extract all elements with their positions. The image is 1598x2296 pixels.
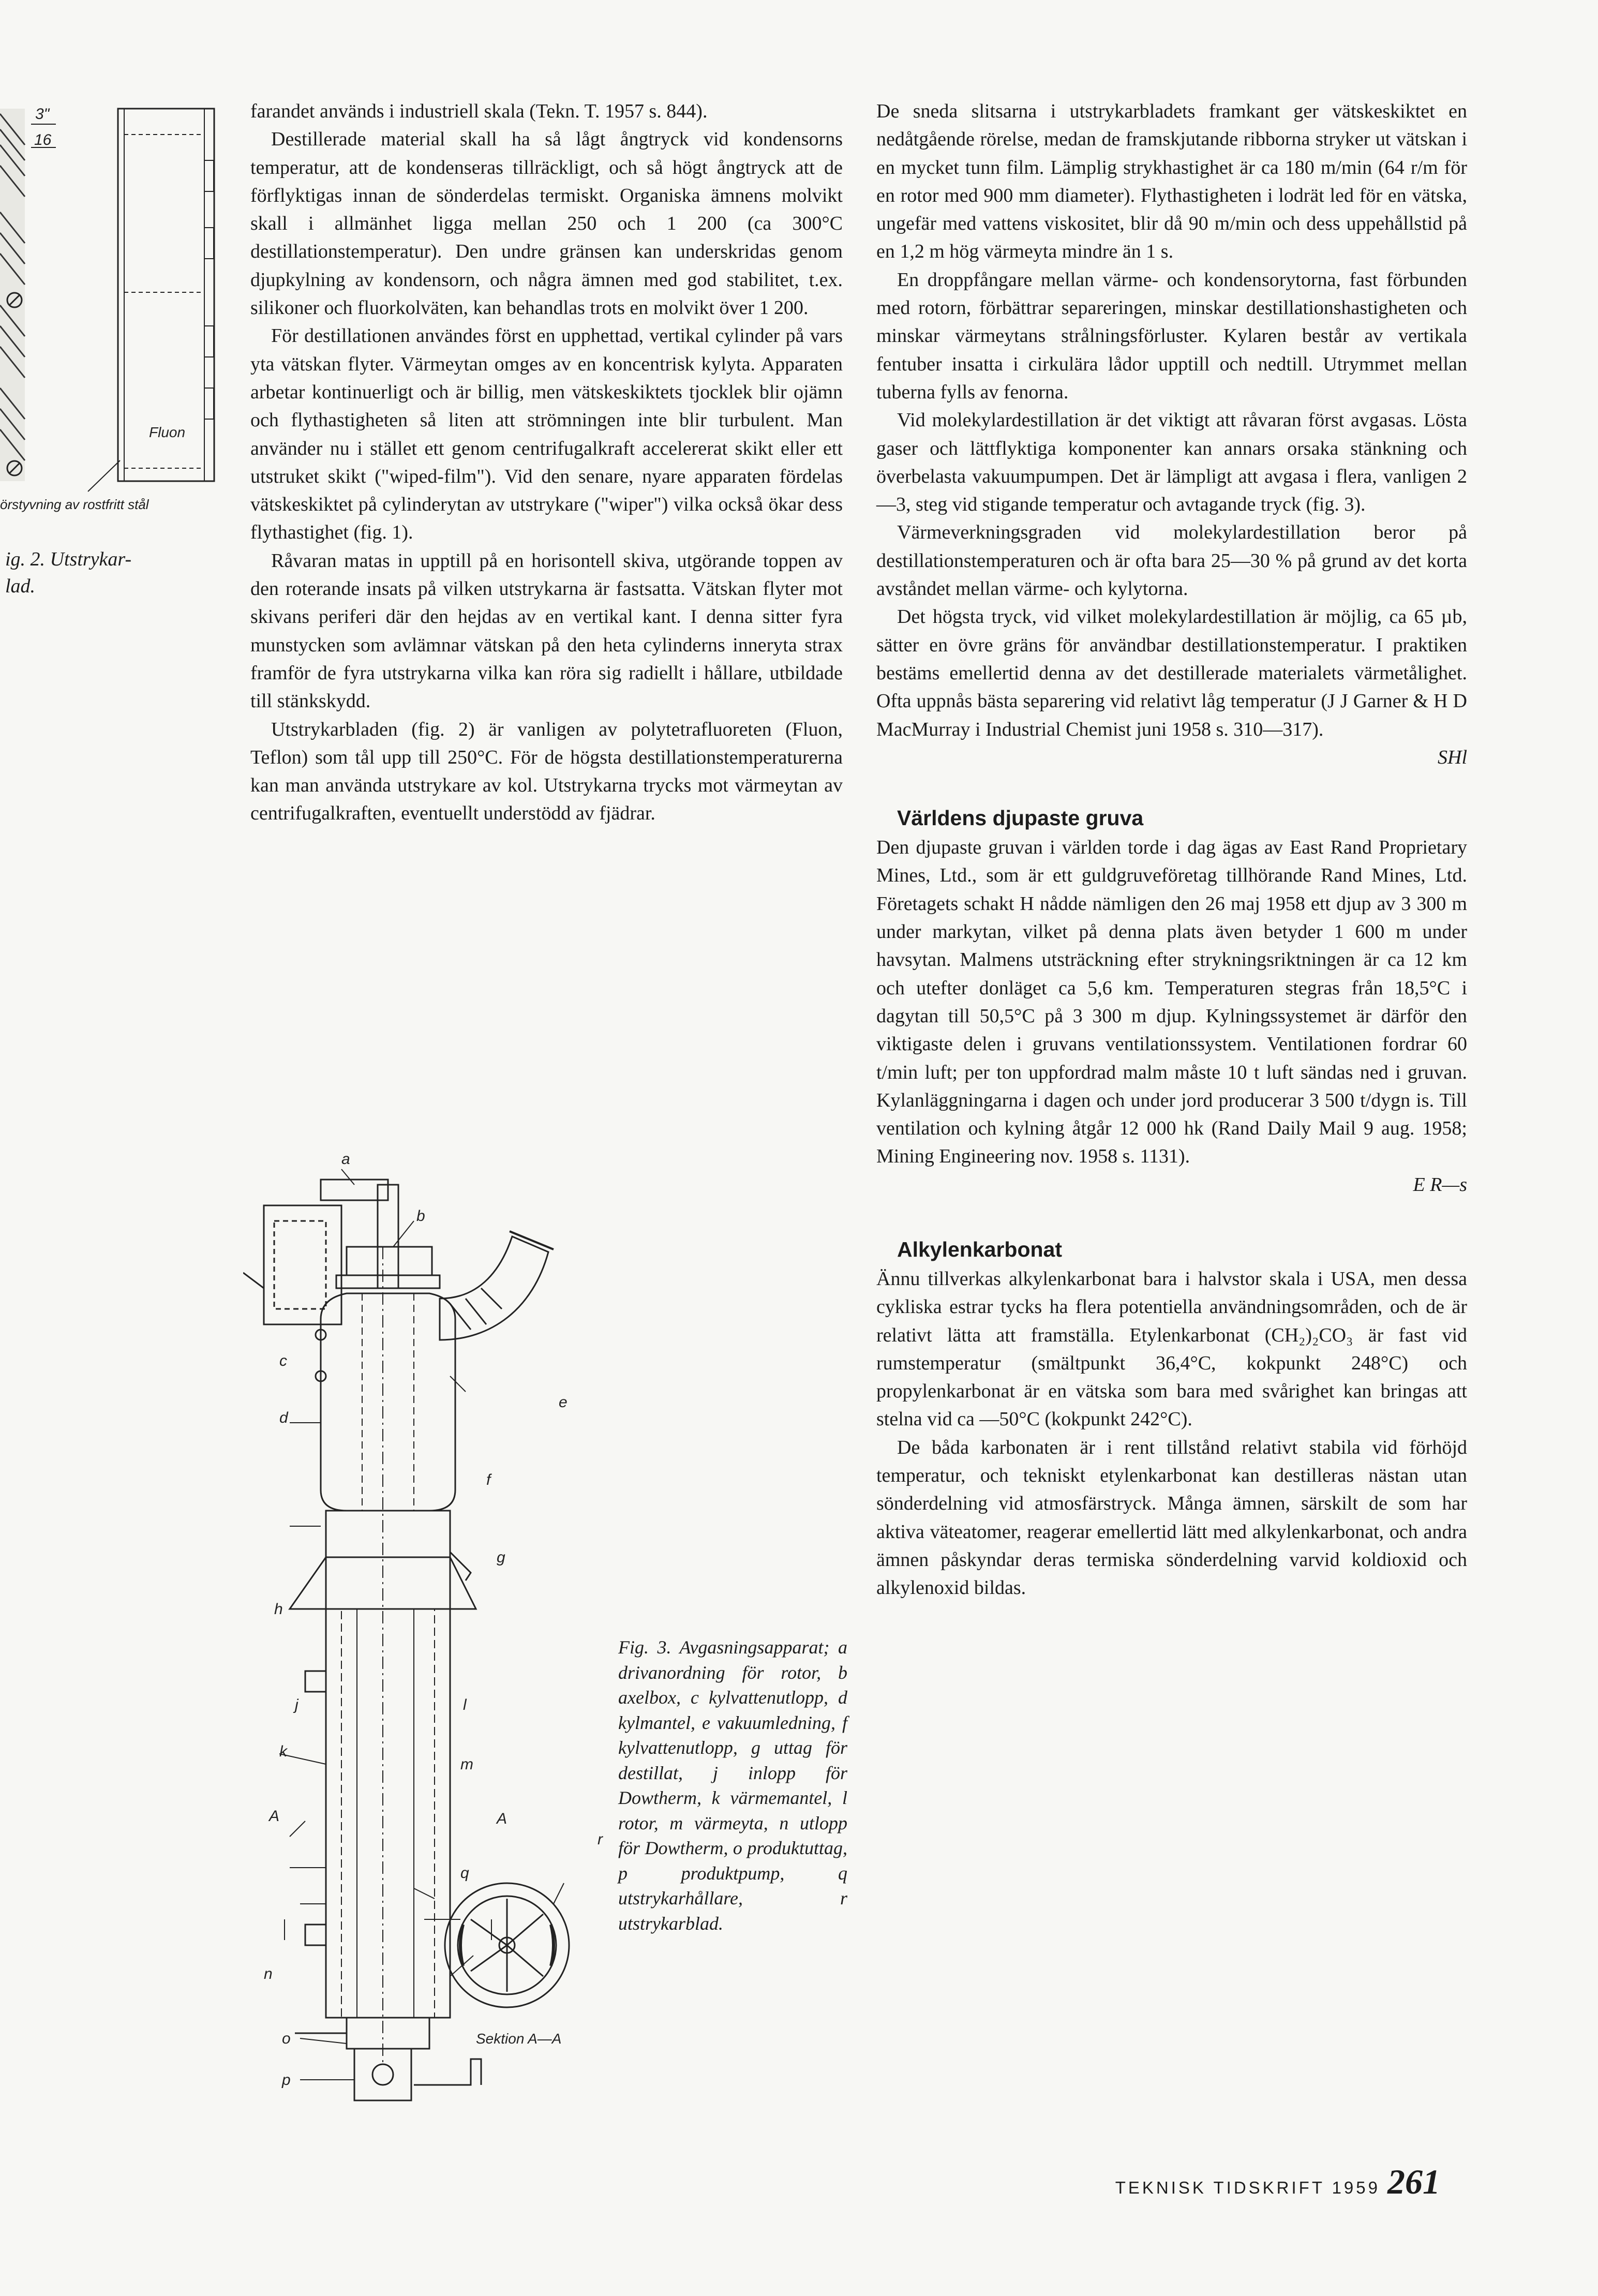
label-c: c (279, 1352, 287, 1369)
paragraph: Den djupaste gruvan i världen torde i dag ägas av East Rand Proprietary Mines, Ltd., som är ett guldgruveföretag tillhörande Rand Mines, Ltd. Företagets schakt H nådde nämligen den 26 maj 1958 ett djup av 3 300 m under markytan, vilket på denna plats även betyder 1 600 m under havsytan. Malmens utsträckning efter strykningsriktningen är ca 12 km och utefter donläget ca 5,6 km. Temperaturen stegras från 18,5°C i dagytan till 50,5°C på 3 300 m djup. Kylningssystemet är därför den viktigaste delen i gruvans ventilationssystem. Ventilationen fordrar 60 t/min luft; per ton uppfordrad malm måste 10 t luft sändas ned i gruvan. Kylanläggningarna i dagen och under jord producerar 3 500 t/dygn is. Till ventilation och kylning åtgår 12 000 hk (Rand Daily Mail 9 aug. 1958; Mining Engineering nov. 1958 s. 1131). (876, 837, 1467, 1168)
fig2-caption-line2: lad. (5, 575, 36, 597)
paragraph: Utstrykarbladen (fig. 2) är vanligen av polytetrafluoreten (Fluon, Teflon) som tål upp till 250°C. För de högsta destillationstemperaturerna kan man använda utstrykare av kol. Utstrykarna trycks mot värmeytan av centrifugalkraften, eventuellt understödd av fjädrar. (250, 718, 843, 825)
paragraph: För destillationen användes först en upphettad, vertikal cylinder på vars yta vätskan flyter. Värmeytan omges av en koncentrisk kylyta. Apparaten arbetar kontinuerligt och är billig, men vätskeskiktets tjocklek blir ojämn och flythastigheten så liten att strömningen inte blir turbulent. Man använder nu i stället ett genom centrifugalkraft accelererat skikt eller ett utstruket skikt ("wiped-film"). Vid den senare, nyare apparaten fördelas vätskeskiktet på cylinderytan av utstrykare ("wiper") vilka också ökar dess flythastighet (fig. 1). (250, 325, 843, 544)
paragraph: Råvaran matas in upptill på en horisontell skiva, utgörande toppen av den roterande insats på vilken utstrykarna är fastsatta. Vätskan flyter mot skivans periferi där den hejdas av en vertikal kant. I denna sitter fyra munstycken som avlämnar vätskan på den heta cylinderns inneryta strax framför de fyra utstrykarna vilka kan röra sig radiellt i hållare, utbildade till stänkskydd. (250, 549, 843, 712)
column-middle (250, 97, 843, 828)
label-f: f (486, 1471, 491, 1488)
label-l: l (463, 1696, 467, 1713)
fig2-drawing (0, 98, 228, 497)
article-heading-alkylene-carbonate: Alkylenkarbonat (897, 1237, 1062, 1261)
fig2-reinforcement-label: örstyvning av rostfritt stål (0, 497, 149, 512)
paragraph: farandet används i industriell skala (Tekn. T. 1957 s. 844). (250, 100, 708, 122)
label-h: h (274, 1601, 283, 1618)
label-d: d (279, 1409, 288, 1426)
fig2-dimension-numerator: 3" (35, 106, 50, 123)
label-section-a-left: A (269, 1808, 280, 1825)
fig2-caption (5, 546, 222, 600)
label-e: e (559, 1394, 567, 1411)
section-label: Sektion A—A (476, 2031, 562, 2047)
signature: E R—s (1413, 1173, 1467, 1196)
label-o: o (282, 2030, 291, 2047)
journal-name: TEKNISK TIDSKRIFT 1959 (1115, 2178, 1380, 2197)
fig2-fluon-label: Fluon (149, 424, 186, 440)
fig3-caption: Fig. 3. Avgasningsapparat; a drivanordning för rotor, b axelbox, c kylvattenutlopp, d kylmantel, e vakuumledning, f kylvattenutlopp, g uttag för destillat, j inlopp för Dowtherm, k värmemantel, l rotor, m värmeyta, n utlopp för Dowtherm, o produktuttag, p produktpump, q utstrykarhållare, r utstrykarblad. (618, 1637, 847, 1934)
paragraph: Värmeverkningsgraden vid molekylardestillation beror på destillationstemperaturen och är ofta bara 25—30 % på grund av det korta avståndet mellan värme- och kylytorna. (876, 521, 1467, 600)
fig2-caption-line1: ig. 2. Utstrykar- (5, 548, 132, 570)
paragraph: Destillerade material skall ha så lågt ångtryck vid kondensorns temperatur, att de kondenseras tillräckligt, och så högt ångtryck att de förflyktigas innan de sönderdelas termiskt. Organiska ämnens molvikt skall i allmänhet ligga mellan 250 och 1 200 (ca 300°C destillationstemperatur). Den undre gränsen kan underskridas genom djupkylning av kondensorn, och några ämnen med god stabilitet, t.ex. silikoner och fluorkolväten, kan behandlas trots en molvikt över 1 200. (250, 128, 843, 319)
paragraph: De båda karbonaten är i rent tillstånd relativt stabila vid förhöjd temperatur, och tekniskt etylenkarbonat kan destilleras nästan utan sönderdelning vid atmosfärstryck. Många ämnen, särskilt de som har aktiva väteatomer, reagerar emellertid lätt med alkylenkarbonat, och andra ämnen påskyndar deras termiska sönderdelning varvid koldioxid och alkylenoxid bildas. (876, 1436, 1467, 1599)
label-k: k (279, 1743, 287, 1760)
label-g: g (497, 1549, 505, 1566)
fig3-apparatus-drawing (243, 1154, 616, 2126)
paragraph: Vid molekylardestillation är det viktigt att råvaran först avgasas. Lösta gaser och lättflyktiga komponenter kan annars orsaka stänkning och överbelasta vakuumpumpen. Det är lämpligt att avgasa i flera, vanligen 2—3, steg vid stigande temperatur och avtagande tryck (fig. 3). (876, 409, 1467, 516)
label-q: q (460, 1865, 469, 1882)
page-number: 261 (1387, 2162, 1440, 2201)
label-m: m (460, 1756, 473, 1773)
label-section-a-right: A (497, 1810, 507, 1827)
label-b: b (416, 1207, 425, 1225)
label-j: j (295, 1696, 298, 1713)
paragraph: Ännu tillverkas alkylenkarbonat bara i halvstor skala i USA, men dessa cykliska estrar tycks ha flera potentiella användningsområden, och de är relativt lätta att framställa. Etylenkarbonat (CH₂)₂CO₃ är fast vid rumstemperatur (smältpunkt 36,4°C, kokpunkt 248°C) och propylenkarbonat är en vätska som bara med svårighet kan bringas att stelna vid ca —50°C (kokpunkt 242°C). (876, 1268, 1467, 1430)
signature: SHl (1438, 746, 1467, 768)
paragraph: De sneda slitsarna i utstrykarbladets framkant ger vätskeskiktet en nedåtgående rörelse, medan de framskjutande ribborna stryker ut vätskan i en mycket tunn film. Lämplig strykhastighet är ca 180 m/min (64 r/m för en rotor med 900 mm diameter). Flythastigheten i lodrät led för en vätska, ungefär med vattens viskositet, blir då 90 m/min och dess uppehållstid på en 1,2 m hög värmeyta mindre än 1 s. (876, 100, 1467, 263)
paragraph: En droppfångare mellan värme- och kondensorytorna, fast förbunden med rotorn, förbättrar separeringen, minskar destillationshastigheten och minskar värmeytans strålningsförluster. Kylaren består av vertikala fentuber insatta i cirkulära lådor upptill och nedtill. Utrymmet mellan tuberna fylls av fenorna. (876, 269, 1467, 403)
label-a: a (341, 1154, 350, 1168)
label-n: n (264, 1965, 273, 1982)
fig2-dimension-denominator: 16 (34, 131, 52, 148)
article-heading-deepest-mine: Världens djupaste gruva (897, 806, 1144, 830)
label-p: p (282, 2071, 291, 2089)
label-r: r (598, 1831, 603, 1848)
column-right (876, 97, 1467, 1602)
paragraph: Det högsta tryck, vid vilket molekylardestillation är möjlig, ca 65 µb, sätter en övre gräns för användbar destillationstemperatur. I praktiken bestäms emellertid denna av det destillerade materialets värmetålighet. Ofta uppnås bästa separering vid relativt låg temperatur (J J Garner & H D MacMurray i Industrial Chemist juni 1958 s. 310—317). (876, 606, 1467, 740)
page-footer (1115, 2161, 1440, 2202)
